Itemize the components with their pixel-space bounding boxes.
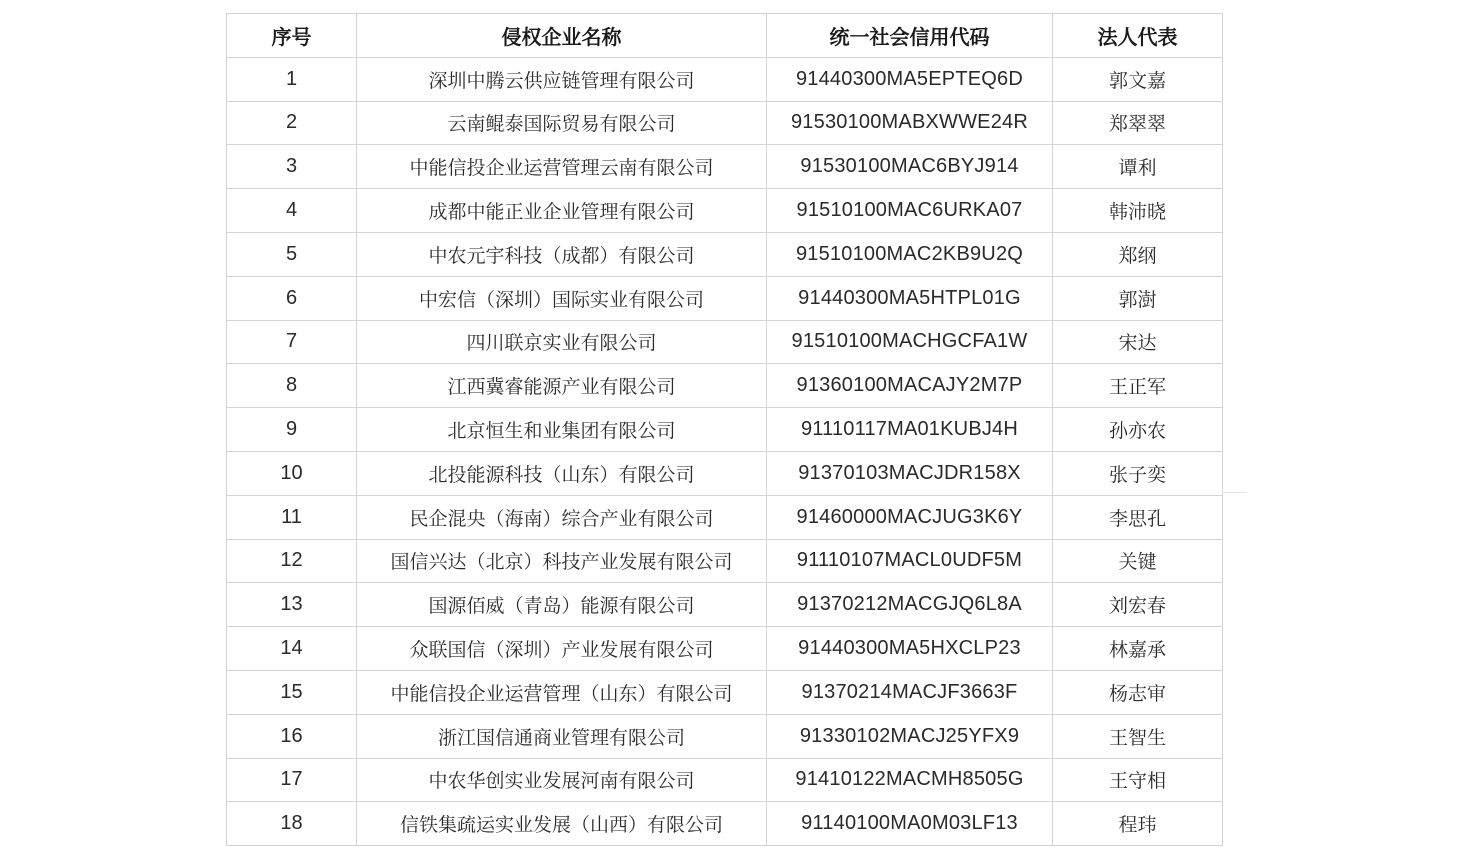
cell-seq: 14	[227, 627, 357, 671]
cell-company-name: 民企混央（海南）综合产业有限公司	[357, 495, 767, 539]
cell-company-name: 北京恒生和业集团有限公司	[357, 408, 767, 452]
cell-legal-rep: 程玮	[1053, 802, 1223, 846]
cell-seq: 3	[227, 145, 357, 189]
table-row	[227, 670, 1223, 714]
table-row	[227, 495, 1223, 539]
cell-company-name: 浙江国信通商业管理有限公司	[357, 714, 767, 758]
table-body	[227, 57, 1223, 845]
cell-legal-rep: 韩沛晓	[1053, 189, 1223, 233]
header-company-name: 侵权企业名称	[357, 14, 767, 58]
cell-credit-code: 91510100MACHGCFA1W	[767, 320, 1053, 364]
cell-credit-code: 91440300MA5HTPL01G	[767, 276, 1053, 320]
cell-seq: 18	[227, 802, 357, 846]
cell-legal-rep: 刘宏春	[1053, 583, 1223, 627]
cell-credit-code: 91510100MAC2KB9U2Q	[767, 232, 1053, 276]
cell-company-name: 中宏信（深圳）国际实业有限公司	[357, 276, 767, 320]
table-header	[227, 14, 1223, 58]
table-row	[227, 714, 1223, 758]
cell-credit-code: 91410122MACMH8505G	[767, 758, 1053, 802]
cell-seq: 7	[227, 320, 357, 364]
table-row	[227, 451, 1223, 495]
cell-company-name: 众联国信（深圳）产业发展有限公司	[357, 627, 767, 671]
cell-seq: 1	[227, 57, 357, 101]
cell-credit-code: 91110107MACL0UDF5M	[767, 539, 1053, 583]
cell-credit-code: 91110117MA01KUBJ4H	[767, 408, 1053, 452]
cell-legal-rep: 宋达	[1053, 320, 1223, 364]
cell-seq: 12	[227, 539, 357, 583]
table-row	[227, 189, 1223, 233]
cell-legal-rep: 谭利	[1053, 145, 1223, 189]
cell-company-name: 四川联京实业有限公司	[357, 320, 767, 364]
cell-seq: 10	[227, 451, 357, 495]
table-row	[227, 57, 1223, 101]
cell-legal-rep: 郭澍	[1053, 276, 1223, 320]
table-row	[227, 539, 1223, 583]
cell-legal-rep: 王正军	[1053, 364, 1223, 408]
cell-seq: 5	[227, 232, 357, 276]
cell-seq: 13	[227, 583, 357, 627]
cell-company-name: 成都中能正业企业管理有限公司	[357, 189, 767, 233]
cell-seq: 2	[227, 101, 357, 145]
cell-seq: 17	[227, 758, 357, 802]
cell-seq: 11	[227, 495, 357, 539]
divider	[1222, 492, 1246, 493]
cell-credit-code: 91530100MABXWWE24R	[767, 101, 1053, 145]
cell-credit-code: 91530100MAC6BYJ914	[767, 145, 1053, 189]
cell-seq: 8	[227, 364, 357, 408]
cell-company-name: 中能信投企业运营管理云南有限公司	[357, 145, 767, 189]
cell-company-name: 云南鲲泰国际贸易有限公司	[357, 101, 767, 145]
cell-seq: 15	[227, 670, 357, 714]
table-row	[227, 408, 1223, 452]
cell-seq: 6	[227, 276, 357, 320]
header-credit-code: 统一社会信用代码	[767, 14, 1053, 58]
cell-seq: 4	[227, 189, 357, 233]
cell-legal-rep: 李思孔	[1053, 495, 1223, 539]
cell-legal-rep: 张子奕	[1053, 451, 1223, 495]
cell-company-name: 江西冀睿能源产业有限公司	[357, 364, 767, 408]
table-row	[227, 758, 1223, 802]
table-row	[227, 583, 1223, 627]
cell-legal-rep: 郭文嘉	[1053, 57, 1223, 101]
cell-credit-code: 91440300MA5EPTEQ6D	[767, 57, 1053, 101]
table-row	[227, 364, 1223, 408]
table-row	[227, 145, 1223, 189]
cell-credit-code: 91360100MACAJY2M7P	[767, 364, 1053, 408]
cell-company-name: 深圳中腾云供应链管理有限公司	[357, 57, 767, 101]
header-row	[227, 14, 1223, 58]
cell-legal-rep: 郑翠翠	[1053, 101, 1223, 145]
cell-credit-code: 91510100MAC6URKA07	[767, 189, 1053, 233]
cell-credit-code: 91370212MACGJQ6L8A	[767, 583, 1053, 627]
table-row	[227, 232, 1223, 276]
table-row	[227, 627, 1223, 671]
cell-legal-rep: 孙亦农	[1053, 408, 1223, 452]
cell-credit-code: 91370103MACJDR158X	[767, 451, 1053, 495]
cell-legal-rep: 杨志审	[1053, 670, 1223, 714]
cell-company-name: 北投能源科技（山东）有限公司	[357, 451, 767, 495]
cell-company-name: 中农华创实业发展河南有限公司	[357, 758, 767, 802]
table-row	[227, 101, 1223, 145]
cell-legal-rep: 林嘉承	[1053, 627, 1223, 671]
cell-legal-rep: 王守相	[1053, 758, 1223, 802]
header-legal-rep: 法人代表	[1053, 14, 1223, 58]
cell-credit-code: 91370214MACJF3663F	[767, 670, 1053, 714]
cell-credit-code: 91440300MA5HXCLP23	[767, 627, 1053, 671]
cell-seq: 16	[227, 714, 357, 758]
cell-company-name: 中能信投企业运营管理（山东）有限公司	[357, 670, 767, 714]
table-row	[227, 276, 1223, 320]
cell-company-name: 国源佰威（青岛）能源有限公司	[357, 583, 767, 627]
cell-legal-rep: 王智生	[1053, 714, 1223, 758]
table-row	[227, 320, 1223, 364]
cell-credit-code: 91330102MACJ25YFX9	[767, 714, 1053, 758]
cell-company-name: 国信兴达（北京）科技产业发展有限公司	[357, 539, 767, 583]
header-seq: 序号	[227, 14, 357, 58]
cell-company-name: 信铁集疏运实业发展（山西）有限公司	[357, 802, 767, 846]
table-row	[227, 802, 1223, 846]
cell-credit-code: 91460000MACJUG3K6Y	[767, 495, 1053, 539]
cell-legal-rep: 关键	[1053, 539, 1223, 583]
cell-legal-rep: 郑纲	[1053, 232, 1223, 276]
cell-company-name: 中农元宇科技（成都）有限公司	[357, 232, 767, 276]
cell-seq: 9	[227, 408, 357, 452]
cell-credit-code: 91140100MA0M03LF13	[767, 802, 1053, 846]
infringing-companies-table	[226, 13, 1223, 846]
